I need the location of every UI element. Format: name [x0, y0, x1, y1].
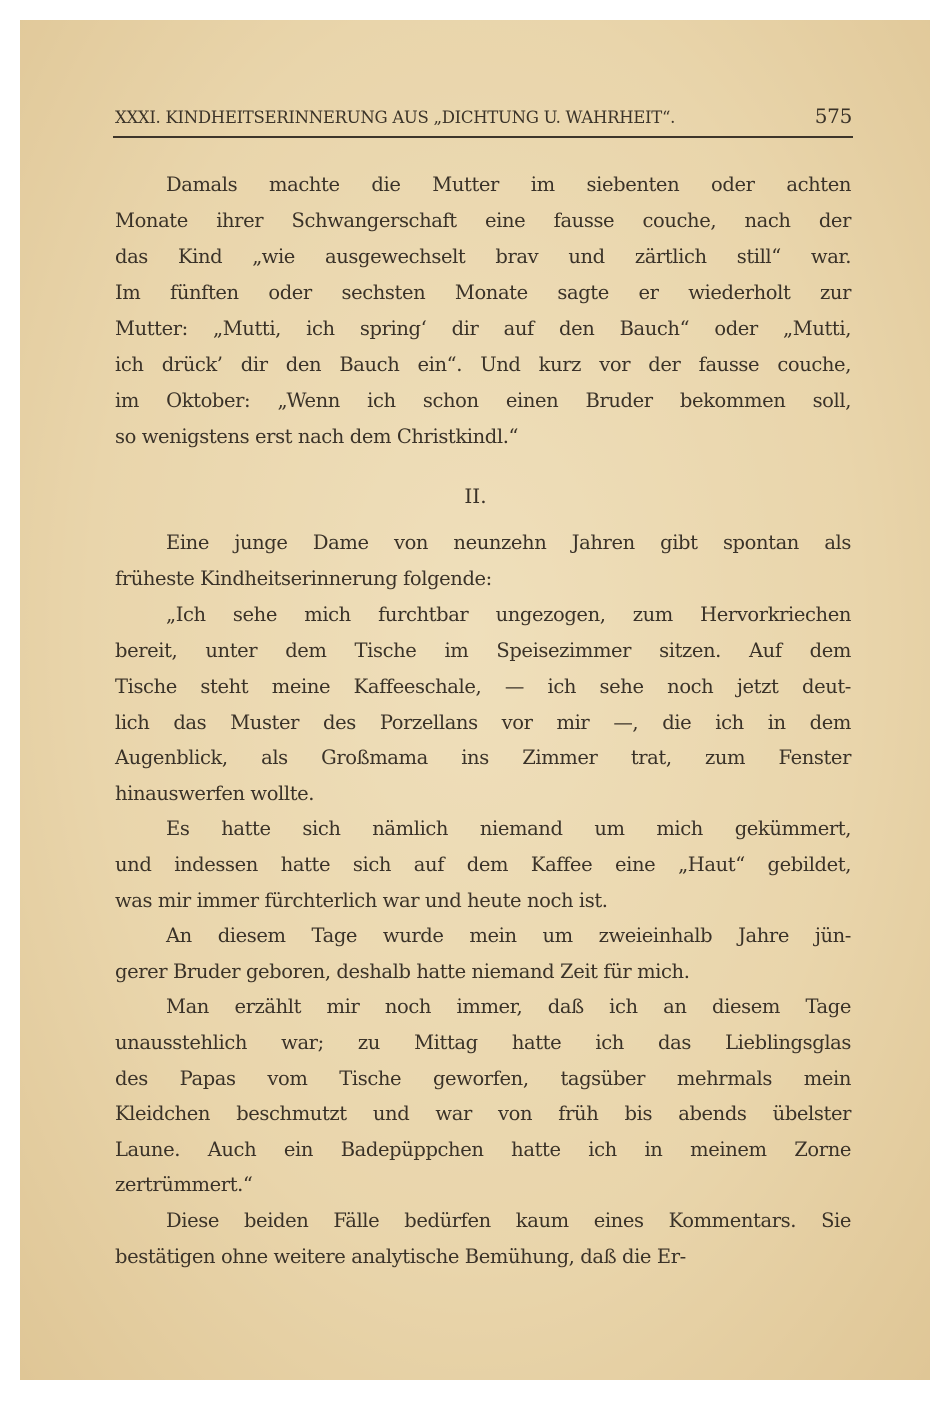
text-line: bereit, unter dem Tische im Speisezimmer sitzen. Auf dem: [115, 639, 851, 662]
text-line: Augenblick, als Großmama ins Zimmer trat, zum Fenster: [115, 746, 851, 769]
text-line: bestätigen ohne weitere analytische Bemühung, daß die Er-: [115, 1245, 686, 1268]
text-line: was mir immer fürchterlich war und heute noch ist.: [115, 889, 608, 912]
text-line: lich das Muster des Porzellans vor mir —, die ich in dem: [115, 711, 851, 734]
page-number: 575: [814, 104, 852, 128]
text-line: Es hatte sich nämlich niemand um mich gekümmert,: [166, 817, 851, 840]
text-line: Man erzählt mir noch immer, daß ich an diesem Tage: [166, 995, 851, 1018]
text-line: Laune. Auch ein Badepüppchen hatte ich in meinem Zorne: [115, 1138, 851, 1161]
text-line: und indessen hatte sich auf dem Kaffee eine „Haut“ gebildet,: [115, 853, 851, 876]
text-line: Monate ihrer Schwangerschaft eine fausse couche, nach der: [115, 209, 851, 232]
text-line: unausstehlich war; zu Mittag hatte ich das Lieblingsglas: [115, 1031, 851, 1054]
text-line: Diese beiden Fälle bedürfen kaum eines Kommentars. Sie: [166, 1209, 851, 1232]
text-line: Tische steht meine Kaffeeschale, — ich sehe noch jetzt deut-: [115, 675, 851, 698]
text-line: das Kind „wie ausgewechselt brav und zärtlich still“ war.: [115, 245, 851, 268]
text-line: Im fünften oder sechsten Monate sagte er wiederholt zur: [115, 281, 851, 304]
header-rule: [113, 136, 853, 138]
text-line: Mutter: „Mutti, ich spring‘ dir auf den Bauch“ oder „Mutti,: [115, 317, 851, 340]
text-line: Damals machte die Mutter im siebenten oder achten: [166, 173, 851, 196]
text-line: des Papas vom Tische geworfen, tagsüber mehrmals mein: [115, 1067, 851, 1090]
section-heading: II.: [464, 484, 487, 508]
text-line: „Ich sehe mich furchtbar ungezogen, zum Hervorkriechen: [166, 603, 851, 626]
text-line: hinauswerfen wollte.: [115, 782, 315, 805]
text-line: Eine junge Dame von neunzehn Jahren gibt spontan als: [166, 531, 851, 554]
text-line: Kleidchen beschmutzt und war von früh bis abends übelster: [115, 1102, 851, 1125]
text-line: zertrümmert.“: [115, 1173, 253, 1196]
text-line: so wenigstens erst nach dem Christkindl.“: [115, 425, 519, 448]
running-title: XXXI. KINDHEITSERINNERUNG AUS „DICHTUNG U. WAHRHEIT“.: [115, 108, 676, 127]
text-line: früheste Kindheitserinnerung folgende:: [115, 567, 492, 590]
text-line: im Oktober: „Wenn ich schon einen Bruder bekommen soll,: [115, 389, 851, 412]
text-line: gerer Bruder geboren, deshalb hatte niemand Zeit für mich.: [115, 960, 690, 983]
text-line: An diesem Tage wurde mein um zweieinhalb Jahre jün-: [166, 924, 851, 947]
text-line: ich drück’ dir den Bauch ein“. Und kurz vor der fausse couche,: [115, 353, 851, 376]
running-header: [115, 104, 852, 132]
